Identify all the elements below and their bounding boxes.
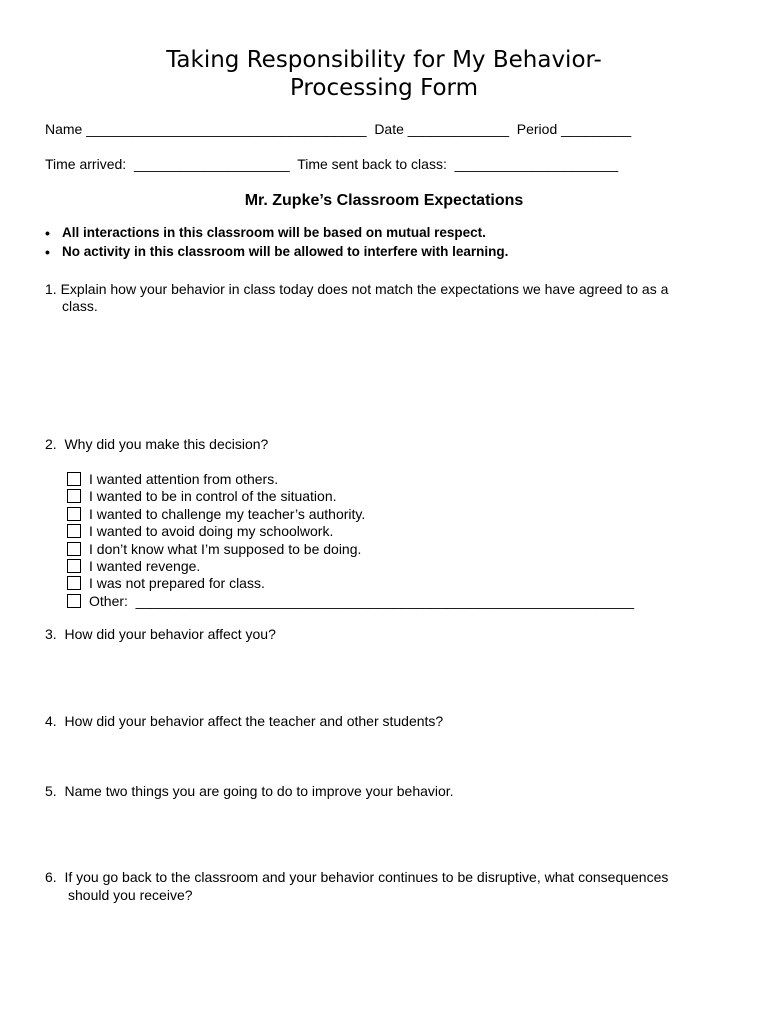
option-attention[interactable] [67, 470, 278, 487]
question-5: 5. Name two things you are going to do to improve your behavior. [45, 783, 454, 799]
option-label: I wanted attention from others. [89, 470, 279, 487]
expectation-item: No activity in this classroom will be allowed to interfere with learning. [62, 244, 509, 259]
option-other[interactable] [67, 592, 634, 609]
option-dont-know[interactable] [67, 540, 361, 557]
option-label: I wanted to be in control of the situation. [89, 487, 337, 504]
option-label: I don’t know what I’m supposed to be doing. [89, 540, 362, 557]
option-challenge-authority[interactable] [67, 505, 365, 522]
option-label: I wanted revenge. [89, 557, 201, 574]
bullet-icon: • [45, 225, 50, 241]
question-6: 6. If you go back to the classroom and your behavior continues to be disruptive, what consequences [45, 869, 669, 885]
question-1: 1. Explain how your behavior in class today does not match the expectations we have agreed to as a [45, 281, 669, 297]
question-1-continued: class. [62, 298, 98, 314]
option-label: I was not prepared for class. [89, 574, 265, 591]
option-avoid-schoolwork[interactable] [67, 522, 333, 539]
checkbox[interactable] [67, 559, 81, 573]
checkbox[interactable] [67, 472, 81, 486]
name-date-period-fields[interactable]: Name ____________________________________ Date _____________ Period _________ [45, 121, 632, 137]
option-label: I wanted to avoid doing my schoolwork. [89, 522, 334, 539]
checkbox[interactable] [67, 576, 81, 590]
question-3: 3. How did your behavior affect you? [45, 626, 276, 642]
question-4: 4. How did your behavior affect the teacher and other students? [45, 713, 444, 729]
question-2: 2. Why did you make this decision? [45, 436, 269, 452]
checkbox[interactable] [67, 489, 81, 503]
option-label: I wanted to challenge my teacher’s authority. [89, 505, 366, 522]
option-revenge[interactable] [67, 557, 200, 574]
time-fields[interactable]: Time arrived: ____________________ Time sent back to class: _____________________ [45, 156, 619, 172]
page-title-line-1: Taking Responsibility for My Behavior- [166, 47, 602, 73]
option-control[interactable] [67, 487, 337, 504]
checkbox[interactable] [67, 594, 81, 608]
expectations-heading: Mr. Zupke’s Classroom Expectations [244, 192, 524, 209]
bullet-icon: • [45, 244, 50, 260]
option-label: Other: ________________________________________________________________ [89, 592, 634, 609]
checkbox[interactable] [67, 542, 81, 556]
page-title-line-2: Processing Form [289, 75, 479, 101]
option-not-prepared[interactable] [67, 574, 265, 591]
expectation-item: All interactions in this classroom will be based on mutual respect. [62, 225, 486, 240]
question-6-continued: should you receive? [68, 887, 193, 903]
checkbox[interactable] [67, 507, 81, 521]
checkbox[interactable] [67, 524, 81, 538]
